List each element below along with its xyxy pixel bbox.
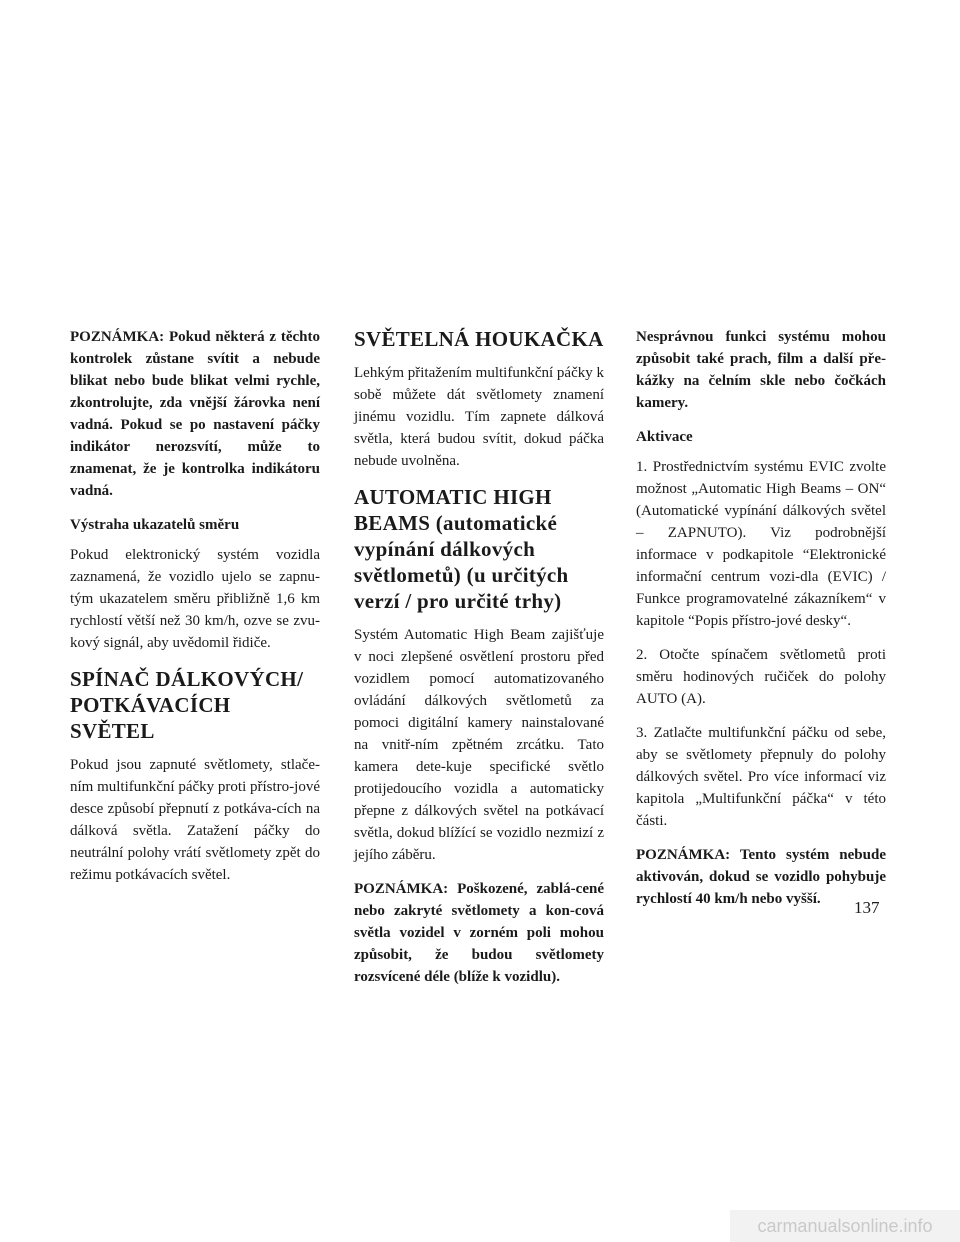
watermark: carmanualsonline.info bbox=[730, 1210, 960, 1242]
flash-to-pass-heading: SVĚTELNÁ HOUKAČKA bbox=[354, 327, 604, 351]
activation-step-2: 2. Otočte spínačem světlometů proti směru hodinových ručiček do polohy AUTO (A). bbox=[636, 647, 886, 707]
note-speed-threshold: POZNÁMKA: Tento systém nebude aktivován, dokud se vozidlo pohybuje rychlostí 40 km/h nebo vyšší. bbox=[636, 847, 886, 907]
flash-to-pass-text: Lehkým přitažením multifunkční páčky k sobě můžete dát světlomety znamení jinému vozidlu. Tím zapnete dálková světla, která budou svítit, dokud páčka nebude uvolněna. bbox=[354, 365, 604, 469]
auto-high-beams-heading: AUTOMATIC HIGH BEAMS (automatické vypínání dálkových světlometů) (u určitých verzí / pro určité trhy) bbox=[354, 485, 569, 613]
note-damaged-headlights-continued: Nesprávnou funkci systému mohou způsobit také prach, film a další pře-kážky na čelním skle nebo čočkách kamery. bbox=[636, 329, 886, 411]
headlight-switch-heading: SPÍNAČ DÁLKOVÝCH/ POTKÁVACÍCH SVĚTEL bbox=[70, 667, 304, 743]
activation-step-1: 1. Prostřednictvím systému EVIC zvolte možnost „Automatic High Beams – ON“ (Automatické vypínání dálkových světel – ZAPNUTO). Viz podrobnější informace v podkapitole “Elektronické informační centrum vozi-dla (EVIC) / Funkce programovatelné zákazníkem“ v kapitole “Popis přístro-jové desky“. bbox=[636, 459, 886, 629]
turn-signal-warning-text: Pokud elektronický systém vozidla zaznamená, že vozidlo ujelo se zapnu-tým ukazatelem směru přibližně 1,6 km rychlostí větší než 30 km/h, ozve se zvu-kový signál, aby uvědomil řidiče. bbox=[70, 547, 320, 651]
note-indicator-bulb: POZNÁMKA: Pokud některá z těchto kontrolek zůstane svítit a nebude blikat nebo bude blikat velmi rychle, zkontrolujte, zda vnější žárovka není vadná. Pokud se po nastavení páčky indikátor nerozsvítí, může to znamenat, že je kontrolka indikátoru vadná. bbox=[70, 329, 320, 499]
headlight-switch-text: Pokud jsou zapnuté světlomety, stlače-ním multifunkční páčky proti přístro-jové desce způsobí přepnutí z potkáva-cích na dálková světla. Zatažení páčky do neutrální polohy vrátí světlomety zpět do režimu potkávacích světel. bbox=[70, 757, 320, 883]
auto-high-beams-text: Systém Automatic High Beam zajišťuje v noci zlepšené osvětlení prostoru před vozidlem pomocí automatizovaného ovládání dálkových světlometů za pomoci digitální kamery nainstalované na vnitř-ním zpětném zrcátku. Tato kamera dete-kuje specifické světlo protijedoucího vozidla a automaticky přepne z dálkových světel na potkávací světla, dokud blížící se vozidlo nezmizí z jejího záběru. bbox=[354, 627, 604, 863]
column-right bbox=[636, 326, 886, 922]
column-middle bbox=[354, 326, 604, 1000]
activation-step-3: 3. Zatlačte multifunkční páčku od sebe, aby se světlomety přepnuly do polohy dálkových světel. Pro více informací viz kapitola „Multifunkční páčka“ v této části. bbox=[636, 725, 886, 829]
column-left bbox=[70, 326, 320, 898]
turn-signal-warning-heading: Výstraha ukazatelů směru bbox=[70, 517, 240, 533]
note-damaged-headlights: POZNÁMKA: Poškozené, zablá-cené nebo zakryté světlomety a kon-cová světla vozidel v zorném poli mohou způsobit, že budou světlomety rozsvícené déle (blíže k vozidlu). bbox=[354, 881, 604, 985]
activation-heading: Aktivace bbox=[636, 429, 693, 445]
page-number: 137 bbox=[854, 898, 880, 917]
